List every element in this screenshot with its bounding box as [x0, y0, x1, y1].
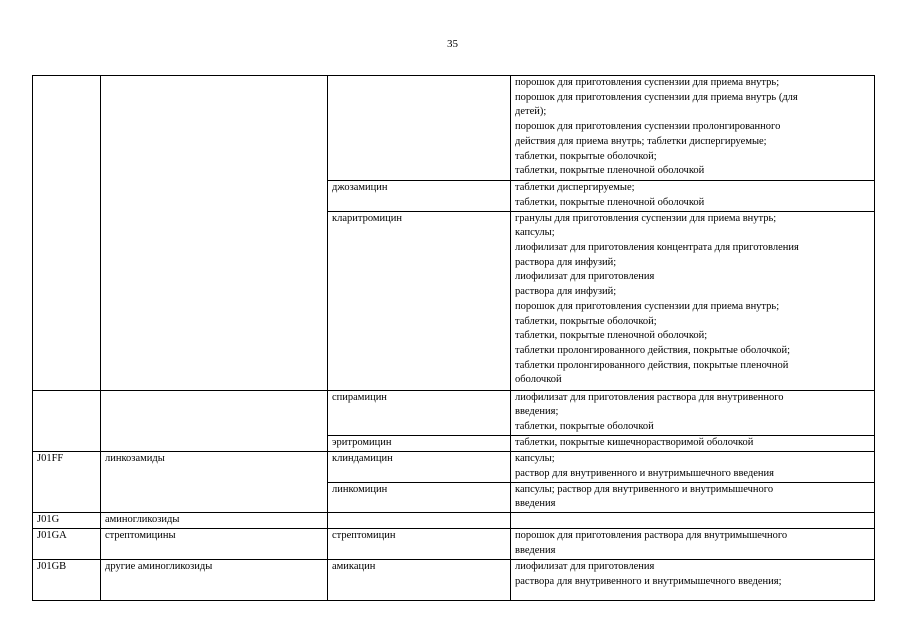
dosage-form-line: таблетки, покрытые оболочкой;	[515, 150, 657, 162]
dosage-form-line: таблетки, покрытые пленочной оболочкой	[515, 165, 705, 177]
drug-name-cell	[328, 76, 511, 181]
table-row	[33, 390, 875, 436]
drug-name-cell: эритромицин	[328, 436, 511, 452]
table-row	[33, 513, 875, 529]
group-name-cell	[101, 76, 328, 391]
dosage-form-line: действия для приема внутрь; таблетки диспергируемые;	[515, 135, 767, 147]
dosage-form-line: таблетки, покрытые пленочной оболочкой;	[515, 330, 708, 342]
dosage-form-line: порошок для приготовления суспензии для приема внутрь;	[515, 77, 780, 88]
dosage-forms-cell	[511, 452, 875, 483]
dosage-form-line: таблетки, покрытые оболочкой	[515, 421, 654, 433]
dosage-form-line: таблетки пролонгированного действия, покрытые пленочной	[515, 359, 789, 371]
dosage-forms-cell	[511, 529, 875, 560]
dosage-form-line: таблетки диспергируемые;	[515, 181, 635, 193]
dosage-form-line: таблетки, покрытые пленочной оболочкой	[515, 196, 705, 208]
atc-code-cell: J01FF	[33, 452, 101, 513]
dosage-form-line: лиофилизат для приготовления концентрата для приготовления	[515, 241, 799, 253]
dosage-form-line: раствора для внутривенного и внутримышечного введения;	[515, 575, 782, 587]
atc-code-cell	[33, 76, 101, 391]
dosage-form-line: таблетки, покрытые кишечнорастворимой оболочкой	[515, 437, 754, 449]
drug-name-cell: спирамицин	[328, 390, 511, 436]
dosage-form-line: капсулы;	[515, 227, 555, 239]
atc-code-cell: J01GB	[33, 560, 101, 601]
dosage-form-line: раствора для инфузий;	[515, 256, 617, 268]
table-row	[33, 529, 875, 560]
dosage-form-line: лиофилизат для приготовления	[515, 561, 655, 572]
dosage-form-line: раствор для внутривенного и внутримышечного введения	[515, 467, 774, 479]
dosage-form-line: детей);	[515, 106, 547, 118]
dosage-form-line: лиофилизат для приготовления	[515, 271, 655, 283]
dosage-forms-cell	[511, 482, 875, 513]
group-name-cell	[101, 390, 328, 451]
drug-name-cell: стрептомицин	[328, 529, 511, 560]
dosage-forms-cell	[511, 560, 875, 601]
dosage-form-line: гранулы для приготовления суспензии для приема внутрь;	[515, 212, 777, 224]
dosage-forms-cell	[511, 180, 875, 211]
dosage-forms-cell	[511, 390, 875, 436]
dosage-form-line: капсулы;	[515, 453, 555, 465]
table-row	[33, 560, 875, 601]
dosage-form-line: раствора для инфузий;	[515, 286, 617, 298]
dosage-form-line: порошок для приготовления раствора для внутримышечного	[515, 530, 788, 542]
drug-table	[32, 75, 875, 601]
dosage-form-line: таблетки, покрытые оболочкой;	[515, 315, 657, 327]
dosage-form-line: порошок для приготовления суспензии для приема внутрь;	[515, 300, 780, 312]
group-name-cell: стрептомицины	[101, 529, 328, 560]
dosage-form-line: введения	[515, 544, 556, 556]
atc-code-cell: J01G	[33, 513, 101, 529]
dosage-form-line: введения	[515, 498, 556, 510]
atc-code-cell	[33, 390, 101, 451]
dosage-form-line: капсулы; раствор для внутривенного и внутримышечного	[515, 483, 774, 495]
drug-name-cell: линкомицин	[328, 482, 511, 513]
dosage-form-line: порошок для приготовления суспензии для приема внутрь (для	[515, 91, 798, 103]
group-name-cell: линкозамиды	[101, 452, 328, 513]
dosage-form-line: введения;	[515, 406, 559, 418]
drug-name-cell: клиндамицин	[328, 452, 511, 483]
dosage-form-line: порошок для приготовления суспензии пролонгированного	[515, 121, 781, 133]
table-row	[33, 452, 875, 483]
dosage-form-line: оболочкой	[515, 374, 562, 386]
group-name-cell: другие аминогликозиды	[101, 560, 328, 601]
dosage-form-line: таблетки пролонгированного действия, покрытые оболочкой;	[515, 344, 790, 356]
drug-name-cell: амикацин	[328, 560, 511, 601]
dosage-form-line: лиофилизат для приготовления раствора для внутривенного	[515, 391, 784, 403]
drug-name-cell: джозамицин	[328, 180, 511, 211]
table-row	[33, 76, 875, 181]
group-name-cell: аминогликозиды	[101, 513, 328, 529]
drug-name-cell	[328, 513, 511, 529]
dosage-forms-cell	[511, 76, 875, 181]
atc-code-cell: J01GA	[33, 529, 101, 560]
drug-name-cell: кларитромицин	[328, 211, 511, 390]
dosage-forms-cell	[511, 211, 875, 390]
page-number: 35	[447, 38, 458, 50]
dosage-forms-cell	[511, 436, 875, 452]
dosage-forms-cell	[511, 513, 875, 529]
